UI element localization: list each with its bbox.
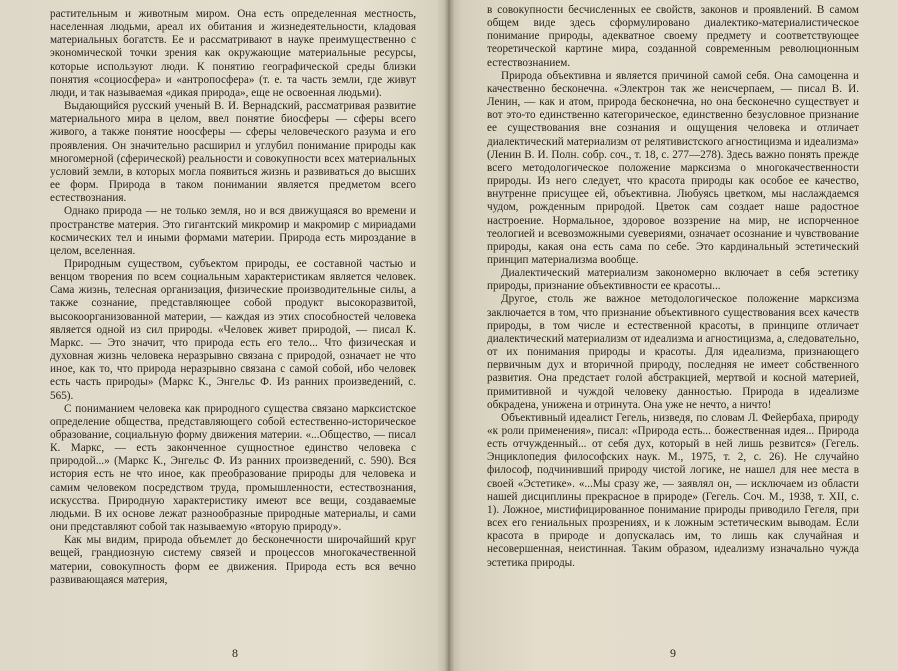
left-page-text xyxy=(50,8,416,587)
paragraph: Однако природа — не только земля, но и вся движущаяся во времени и пространстве материя. Это гигантский микромир и макромир с мириадами космических тел и иными формами материи. Природа есть мироздание в целом, вселенная. xyxy=(50,205,416,257)
page-number: 8 xyxy=(232,646,238,660)
paragraph: Природным существом, субъектом природы, ее составной частью и венцом творения по всем социальным характеристикам является человек. Сама жизнь, телесная организация, физические производительные силы, а также сознание, представляющее собой продукт высокоразвитой, высокоорганизованной материи, — каждая из этих способностей человека является одной из сил природы. «Человек живет природой, — писал К. Маркс. — Это значит, что природа есть его тело... Что физическая и духовная жизнь человека неразрывно связана с природой, означает не что иное, как то, что природа неразрывно связана с самой собой, ибо человек есть часть природы» (Маркс К., Энгельс Ф. Из ранних произведений, с. 565). xyxy=(50,257,416,402)
paragraph: Природа объективна и является причиной самой себя. Она самоценна и качественно бесконечна. «Электрон так же неисчерпаем, — писал В. И. Ленин, — как и атом, природа бесконечна, но она бесконечно существует и вот это-то единственно категорическое, единственно безусловное признание ее существования вне сознания и ощущения человека и отличает диалектический материализм от релятивистского агностицизма и идеализма» (Ленин В. И. Полн. собр. соч., т. 18, с. 277—278). Здесь важно понять прежде всего методологическое положение марксизма о многокачественности природы. Из него следует, что красота природы как особое ее качество, внутренне присущее ей, объективна. Любуясь цветком, мы наслаждаемся чудом, рожденным природой. Цветок сам создает наше радостное настроение. Нормальное, здоровое воззрение на мир, не испорченное теологией и всевозможными суевериями, означает осознание и чувствование природы, какая она есть сама по себе. Это кардинальный эстетический принцип материализма вообще. xyxy=(487,69,859,266)
paragraph: Выдающийся русский ученый В. И. Вернадский, рассматривая развитие материального мира в целом, ввел понятие биосферы — сферы всего живого, а также понятие ноосферы — сферы человеческого разума и его проявления. Он значительно расширил и углубил понимание природы как многомерной (сферической) реальности и совокупности всех материальных условий земли, в которых могла появиться жизнь и развиваться до высших ее форм. Природа в таком понимании является предметом всего естествознания. xyxy=(50,100,416,205)
paragraph: растительным и животным миром. Она есть определенная местность, населенная людьми, ареал их обитания и жизнедеятельности, кладовая материальных богатств. Ее и рассматривают в науке преимущественно с экономической точки зрения как окружающие материальные ресурсы, которые используют люди. К понятию географической среды близки понятия «социосфера» и «антропосфера» (т. е. та часть земли, где живут люди, и так называемая «дикая природа», еще не освоенная людьми). xyxy=(50,8,416,99)
right-page-text xyxy=(487,4,859,570)
paragraph: Объективный идеалист Гегель, низведя, по словам Л. Фейербаха, природу «к роли применения», писал: «Природа есть... божественная идея... Природа есть отчужденный... от себя дух, который в ней лишь резвится» (Гегель. Энциклопедия философских наук. М., 1975, т. 2, с. 26). Не случайно философ, подчинивший природу чистой логике, не нашел для нее места в своей «Эстетике». «...Мы сразу же, — заявлял он, — исключаем из области нашей дисциплины прекрасное в природе» (Гегель. Соч. М., 1938, т. XII, с. 1). Ложное, мистифицированное понимание природы приводило Гегеля, при всех его гениальных прозрениях, и к ложным эстетическим выводам. Если красота в природе и допускалась им, то лишь как случайная и несовершенная, неистинная. Таким образом, идеализму изначально чужда эстетика природы. xyxy=(487,411,859,569)
paragraph: С пониманием человека как природного существа связано марксистское определение общества, представляющего собой естественно-историческое образование, социальную форму движения материи. «...Общество, — писал К. Маркс, — есть законченное сущностное единство человека с природой...» (Маркс К., Энгельс Ф. Из ранних произведений, с. 590). Вся история есть не что иное, как преобразование природы для человека и самим человеком посредством труда, промышленности, естествознания, искусства. Природную характеристику имеют все вещи, создаваемые людьми. В их основе лежат разнообразные природные материалы, и сами они представляют собой так называемую «вторую природу». xyxy=(50,402,416,534)
right-page xyxy=(449,0,898,671)
paragraph: Другое, столь же важное методологическое положение марксизма заключается в том, что признание объективного существования всех качеств природы, в том числе и естественной красоты, в принципе отличает диалектический материализм от идеализма и агностицизма, а, следовательно, от их понимания природы и красоты. Для идеализма, признающего первичным дух и вторичной природу, последняя не имеет собственного развития. Она предстает голой абстракцией, мертвой и косной материей, примитивной и чуждой человеку данностью. Природа в идеализме обкрадена, унижена и отринута. Она уже не нечто, а ничто! xyxy=(487,293,859,411)
paragraph: Диалектический материализм закономерно включает в себя эстетику природы, признание объективности ее красоты... xyxy=(487,267,859,293)
paragraph: в совокупности бесчисленных ее свойств, законов и проявлений. В самом общем виде здесь сформулировано диалектико-материалистическое понимание природы, адекватное своему предмету и соответствующее теоретической картине мира, созданной современным революционным естествознанием. xyxy=(487,4,859,69)
paragraph: Как мы видим, природа объемлет до бесконечности широчайший круг вещей, грандиозную систему связей и процессов многокачественной материи, совокупность форм ее движения. Природа есть вся вечно развивающаяся материя, xyxy=(50,534,416,586)
page-number: 9 xyxy=(670,646,676,660)
